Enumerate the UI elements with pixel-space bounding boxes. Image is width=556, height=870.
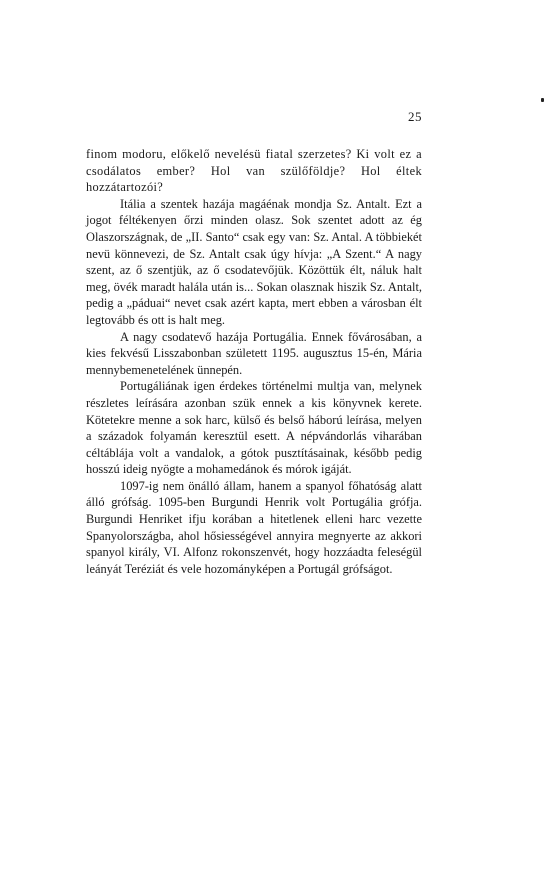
paragraph-3: A nagy csodatevő hazája Portugália. Ennek fővárosában, a kies fekvésű Lisszabonban született 1195. augusztus 15-én, Mária mennybemenetelének ünnepén. xyxy=(86,329,422,377)
paragraph-5: 1097-ig nem önálló állam, hanem a spanyol főhatóság alatt álló grófság. 1095-ben Burgundi Henrik volt Portugália grófja. Burgundi Henriket ifju korában a hitetlenek elleni harc vezette Spanyolországba, ahol hősiességével annyira megnyerte az akkori spanyol király, VI. Alfonz rokonszenvét, hogy hozzáadta feleségül leányát Teréziát és vele hozományképen a Portugál grófságot. xyxy=(86,478,422,576)
paragraph-1: finom modoru, előkelő nevelésü fiatal szerzetes? Ki volt ez a csodálatos ember? Hol van szülőföldje? Hol éltek hozzátartozói? xyxy=(86,147,422,195)
page-number: 25 xyxy=(408,109,422,124)
paragraph-2: Itália a szentek hazája magáénak mondja Sz. Antalt. Ezt a jogot féltékenyen őrzi minden olasz. Sok szentet adott az ég Olaszországnak, de „II. Santo“ csak egy van: Sz. Antal. A többiekét nevü könnevezi, de Sz. Antalt csak úgy hívja: „A Szent.“ A nagy szent, az ő szentjük, az ő csodatevőjük. Közöttük élt, náluk halt meg, övék maradt halála után is... Sokan olasznak hiszik Sz. Antalt, pedig a „páduai“ nevet csak azért kapta, mert ebben a városban élt legtovább és ott is halt meg. xyxy=(86,196,422,327)
paragraph-4: Portugáliának igen érdekes történelmi multja van, melynek részletes leírására azonban szük ennek a kis könyvnek kerete. Kötetekre menne a sok harc, külső és belső háború leírása, melyen a századok folyamán keresztül esett. A népvándorlás viharában céltáblája volt a vandalok, a gótok pusztításainak, később pedig hosszú ideig nyögte a mohamedánok és mórok igáját. xyxy=(86,379,422,477)
print-speck xyxy=(541,98,544,102)
body-text xyxy=(86,146,422,577)
